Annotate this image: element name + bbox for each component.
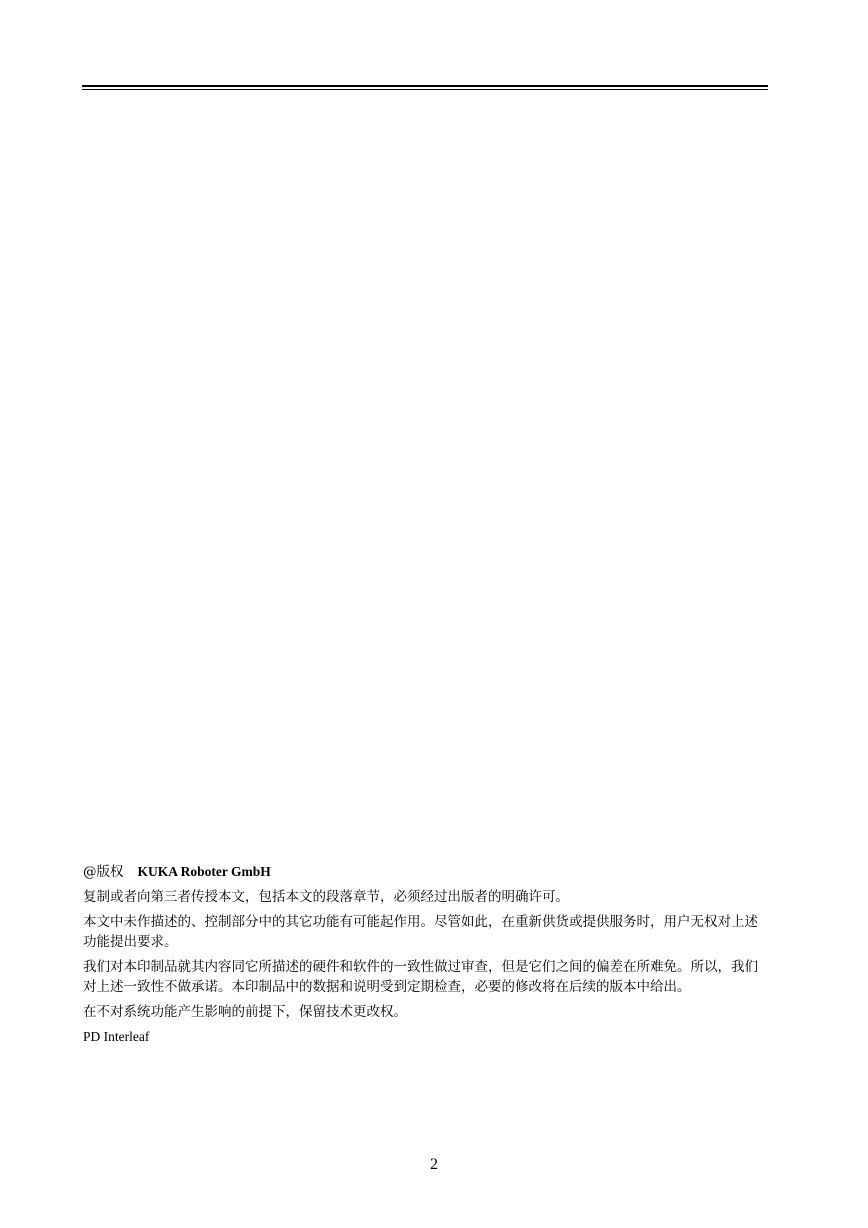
paragraph-reproduction: 复制或者向第三者传授本文，包括本文的段落章节，必须经过出版者的明确许可。 <box>83 889 569 905</box>
copyright-block <box>83 862 769 1052</box>
publisher-line: PD Interleaf <box>83 1029 150 1044</box>
copyright-label: @版权 <box>83 864 124 880</box>
paragraph-functions: 本文中未作描述的、控制部分中的其它功能有可能起作用。尽管如此，在重新供货或提供服务时，用户无权对上述功能提出要求。 <box>83 914 758 950</box>
paragraph-technical-changes: 在不对系统功能产生影响的前提下，保留技术更改权。 <box>83 1004 407 1020</box>
copyright-line <box>83 862 769 882</box>
header-rule-thin <box>82 89 768 90</box>
page-number: 2 <box>430 1156 438 1173</box>
copyright-company: KUKA Roboter GmbH <box>137 864 271 879</box>
paragraph-consistency: 我们对本印制品就其内容同它所描述的硬件和软件的一致性做过审查，但是它们之间的偏差在所难免。所以，我们对上述一致性不做承诺。本印制品中的数据和说明受到定期检查，必要的修改将在后续的版本中给出。 <box>83 959 758 995</box>
header-rule-thick <box>82 85 768 87</box>
